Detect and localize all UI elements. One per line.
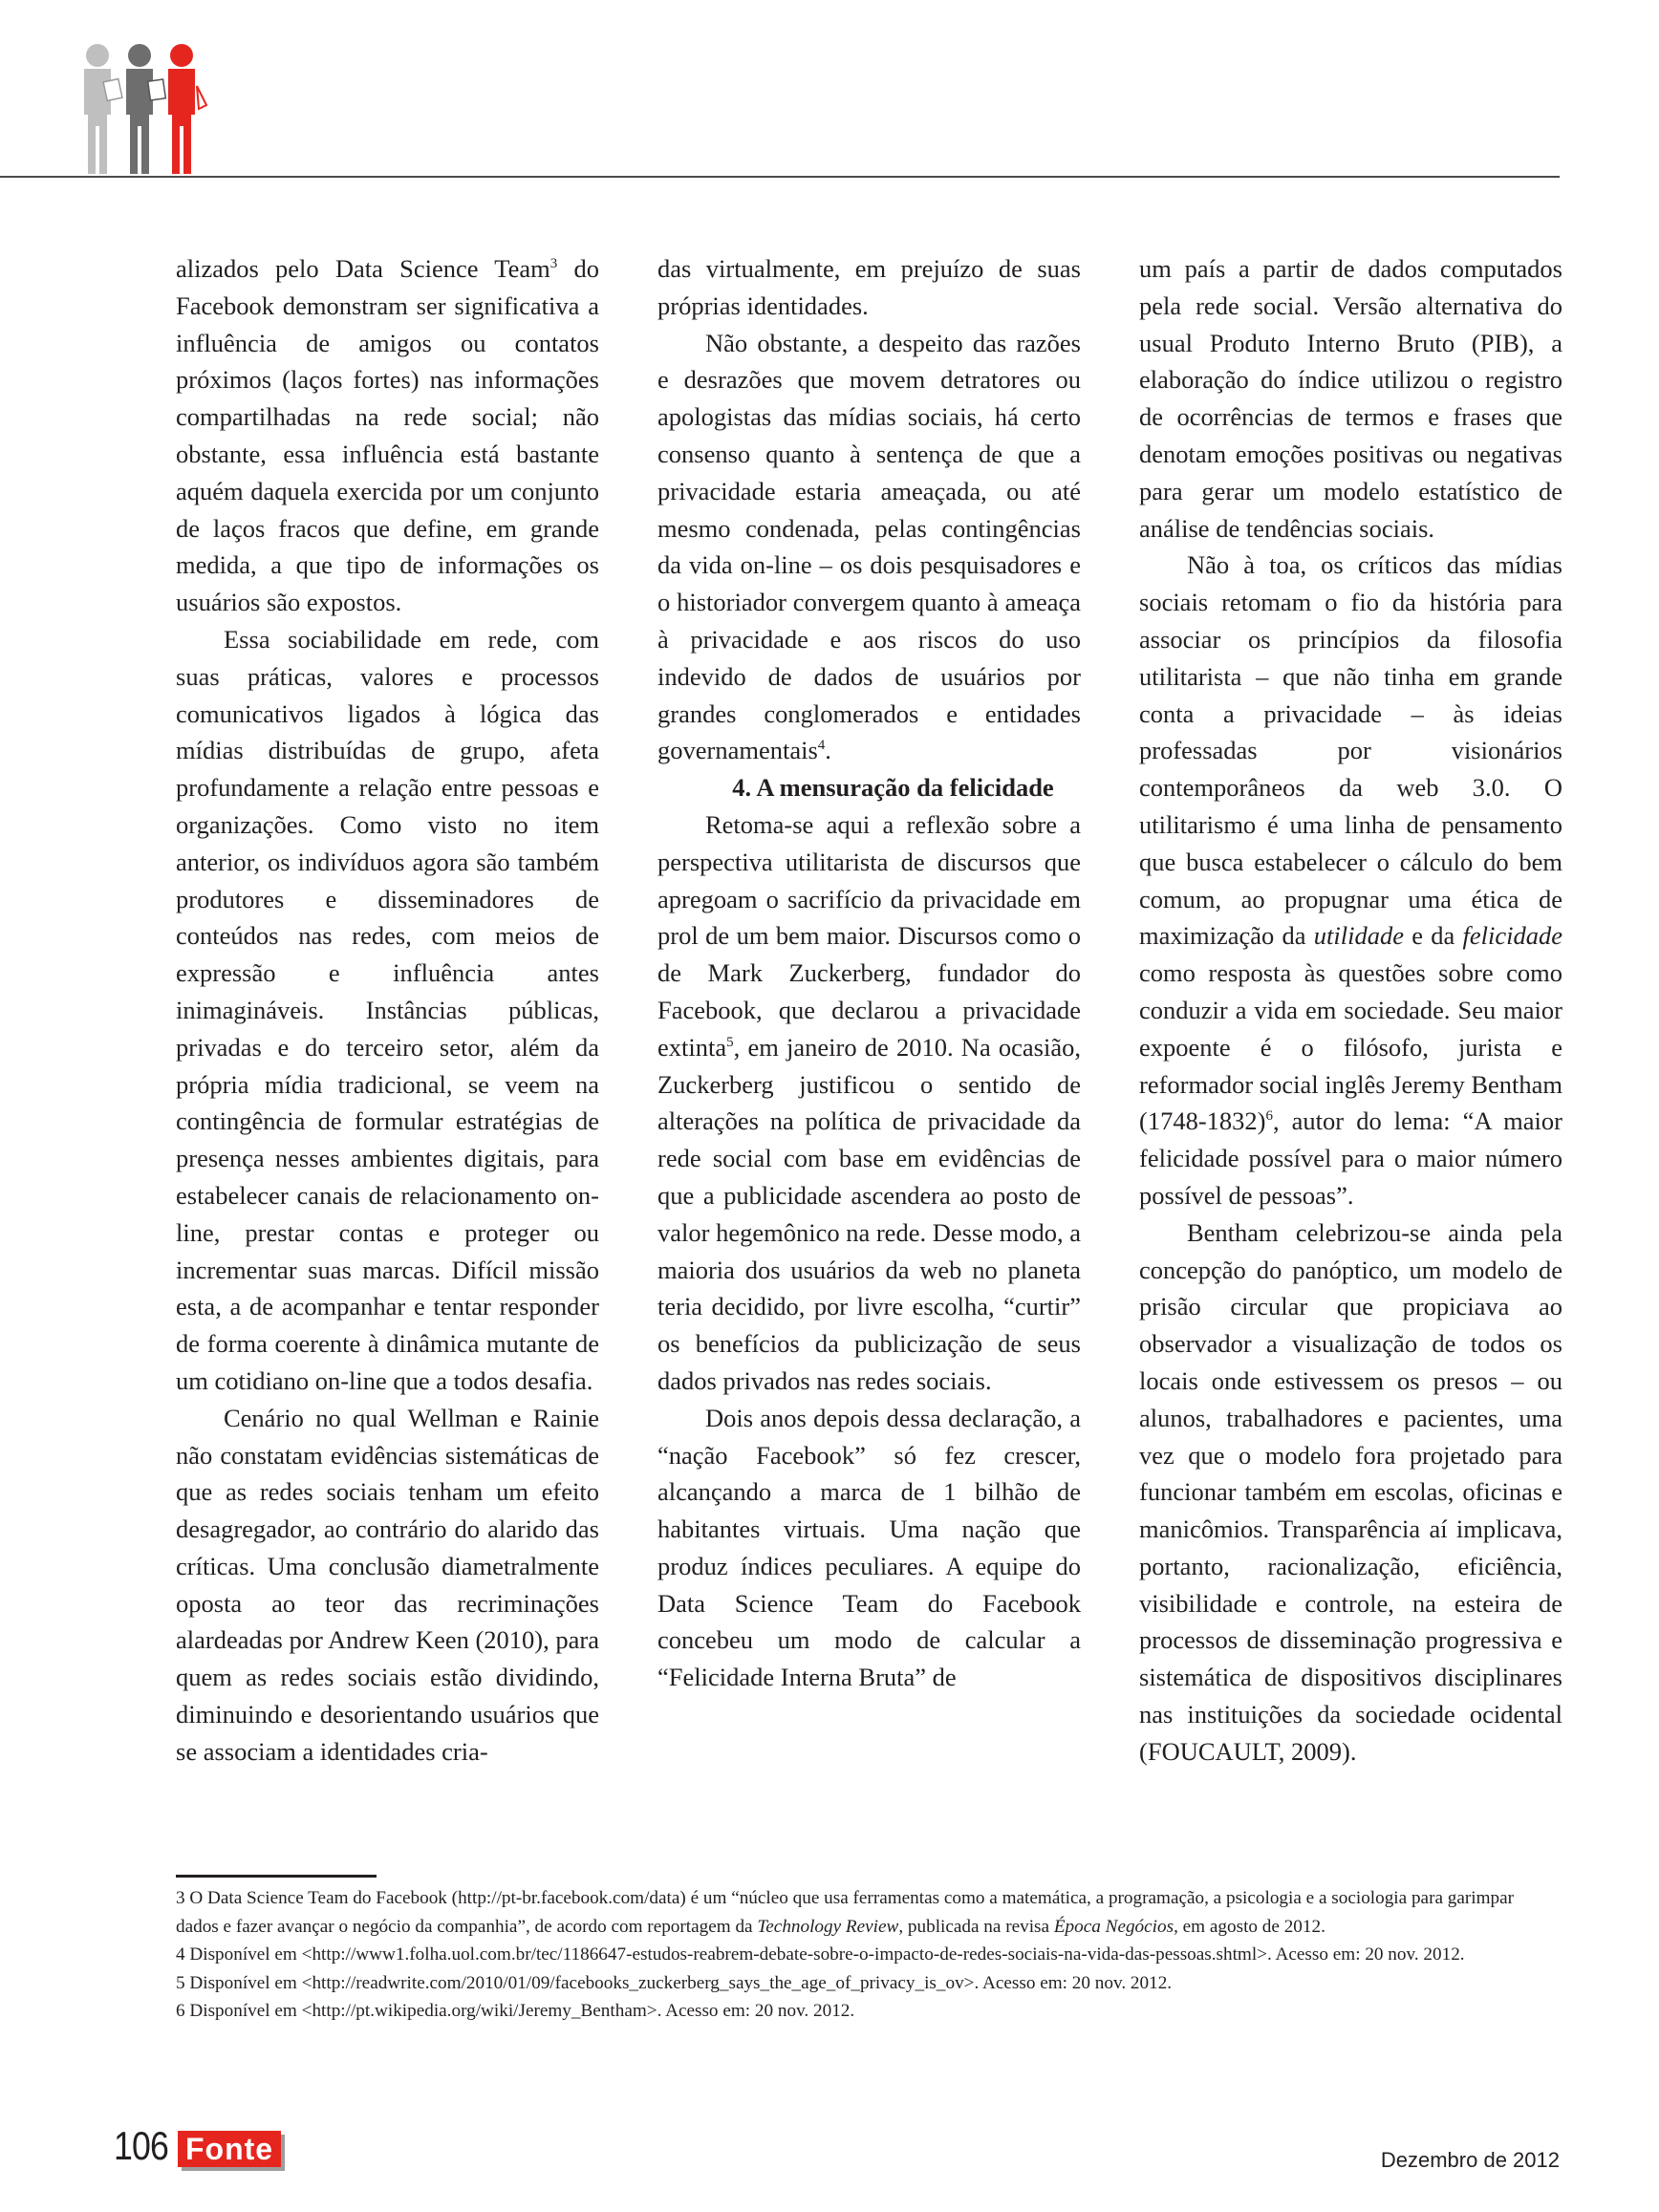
footnotes [176, 1884, 1560, 2026]
header-rule [0, 176, 1560, 178]
footnote-4: 4 Disponível em <http://www1.folha.uol.com.br/tec/1186647-estudos-reabrem-debate-sobre-o-impacto-de-redes-sociais-na-vida-das-pessoas.shtml>. Acesso em: 20 nov. 2012. [176, 1944, 1465, 1965]
footnote-ref: 4 [817, 738, 826, 754]
footnote-ref: 5 [726, 1034, 734, 1050]
footnote-5: 5 Disponível em <http://readwrite.com/2010/01/09/facebooks_zuckerberg_says_the_age_of_privacy_is_ov>. Acesso em: 20 nov. 2012. [176, 1972, 1173, 1993]
paragraph: das virtualmente, em prejuízo de suas próprias identidades. [657, 254, 1081, 320]
paragraph: Retoma-se aqui a reflexão sobre a perspectiva utilitarista de discursos que apregoam o sacrifício da privacidade em prol de um bem maior. Discursos como o de Mark Zuckerberg, fundador do Facebook, que declarou a privacidade extinta$^5$, em janeiro de 2010. Na ocasião, Zuckerberg justificou o sentido de alterações na política de privacidade da rede social com base em evidências de que a publicidade ascendera ao posto de valor hegemônico na rede. Desse modo, a maioria dos usuários da web no planeta teria decidido, por livre escolha, “curtir” os benefícios da publicização de seus dados privados nas redes sociais. [657, 809, 1081, 1395]
paragraph: um país a partir de dados computados pela rede social. Versão alternativa do usual Produto Interno Bruto (PIB), a elaboração do índice utilizou o registro de ocorrências de termos e frases que denotam emoções positivas ou negativas para gerar um modelo estatístico de análise de tendências sociais. [1139, 254, 1562, 543]
footnote-6: 6 Disponível em <http://pt.wikipedia.org/wiki/Jeremy_Bentham>. Acesso em: 20 nov. 2012. [176, 2001, 855, 2022]
text-column-2 [657, 250, 1081, 1696]
issue-date: Dezembro de 2012 [1380, 2148, 1560, 2172]
footnote-ref: 6 [1265, 1108, 1273, 1125]
text-column-1 [176, 250, 599, 1771]
three-people-figures-icon [76, 38, 220, 182]
paragraph: alizados pelo Data Science Team$^3$ do Facebook demonstram ser significativa a influência de amigos ou contatos próximos (laços fortes) nas informações compartilhadas na rede social; não obstante, essa influência está bastante aquém daquela exercida por um conjunto de laços fracos que define, em grande medida, a que tipo de informações os usuários são expostos. [176, 254, 599, 617]
paragraph: Não obstante, a despeito das razões e desrazões que movem detratores ou apologistas das mídias sociais, há certo consenso quanto à sentença de que a privacidade estaria ameaçada, ou até mesmo condenada, pelas contingências da vida on-line – os dois pesquisadores e o historiador convergem quanto à ameaça à privacidade e aos riscos do uso indevido de dados de usuários por grandes conglomerados e entidades governamentais$^4$. [657, 328, 1081, 765]
paragraph: Cenário no qual Wellman e Rainie não constatam evidências sistemáticas de que as redes sociais tenham um efeito desagregador, ao contrário do alarido das críticas. Uma conclusão diametralmente oposta ao teor das recriminações alardeadas por Andrew Keen (2010), para quem as redes sociais estão dividindo, diminuindo e desorientando usuários que se associam a identidades cria- [176, 1403, 599, 1766]
paragraph: Não à toa, os críticos das mídias sociais retomam o fio da história para associar os princípios da filosofia utilitarista – que não tinha em grande conta a privacidade – às ideias professadas por visionários contemporâneos da web 3.0. O utilitarismo é uma linha de pensamento que busca estabelecer o cálculo do bem comum, ao propugnar uma ética de maximização da utilidade e da felicidade como resposta às questões sobre como conduzir a vida em sociedade. Seu maior expoente é o filósofo, jurista e reformador social inglês Jeremy Bentham (1748-1832)$^6$, autor do lema: “A maior felicidade possível para o maior número possível de pessoas”. [1139, 550, 1562, 1210]
paragraph: Dois anos depois dessa declaração, a “nação Facebook” só fez crescer, alcançando a marca de 1 bilhão de habitantes virtuais. Uma nação que produz índices peculiares. A equipe do Data Science Team do Facebook concebeu um modo de calcular a “Felicidade Interna Bruta” de [657, 1403, 1081, 1692]
page-number: 106 [114, 2123, 169, 2168]
section-heading: 4. A mensuração da felicidade [732, 773, 1054, 803]
text-column-3 [1139, 250, 1562, 1771]
paragraph: Essa sociabilidade em rede, com suas práticas, valores e processos comunicativos ligados à lógica das mídias distribuídas de grupo, afeta profundamente a relação entre pessoas e organizações. Como visto no item anterior, os indivíduos agora são também produtores e disseminadores de conteúdos nas redes, com meios de expressão e influência antes inimagináveis. Instâncias públicas, privadas e do terceiro setor, além da própria mídia tradicional, se veem na contingência de formular estratégias de presença nesses ambientes digitais, para estabelecer canais de relacionamento on-line, prestar contas e proteger ou incrementar suas marcas. Difícil missão esta, a de acompanhar e tentar responder de forma coerente à dinâmica mutante de um cotidiano on-line que a todos desafia. [176, 624, 599, 1395]
footnote-ref: 3 [549, 256, 558, 272]
footnote-rule [176, 1875, 377, 1878]
magazine-logo: Fonte [178, 2131, 281, 2167]
footnote-3: 3 O Data Science Team do Facebook (http://pt-br.facebook.com/data) é um “núcleo que usa ferramentas como a matemática, a programação, a psicologia e a sociologia para garimpar dados e fazer avançar o negócio da companhia”, de acordo com reportagem da Technology Review, publicada na revisa Época Negócios, em agosto de 2012. [176, 1888, 1515, 1937]
paragraph: Bentham celebrizou-se ainda pela concepção do panóptico, um modelo de prisão circular que propiciava ao observador a visualização de todos os locais onde estivessem os presos – ou alunos, trabalhadores e pacientes, uma vez que o modelo fora projetado para funcionar também em escolas, oficinas e manicômios. Transparência aí implicava, portanto, racionalização, eficiência, visibilidade e controle, na esteira de processos de disseminação progressiva e sistemática de dispositivos disciplinares nas instituições da sociedade ocidental (FOUCAULT, 2009). [1139, 1217, 1562, 1766]
